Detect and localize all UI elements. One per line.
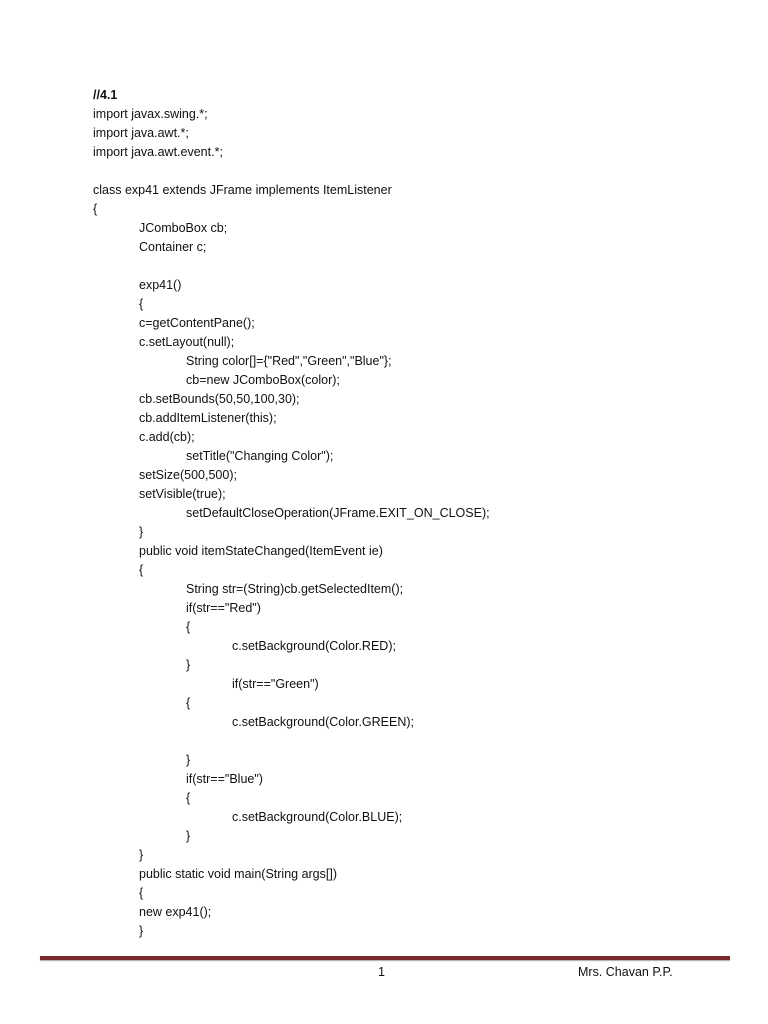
code-line-19: c.add(cb);: [139, 430, 195, 444]
page-number: 1: [378, 965, 385, 979]
code-line-43: {: [139, 886, 144, 900]
code-line-41: }: [139, 848, 144, 862]
code-line-33: {: [186, 696, 191, 710]
code-line-24: }: [139, 525, 144, 539]
code-line-13: c=getContentPane();: [139, 316, 255, 330]
code-line-31: }: [186, 658, 191, 672]
footer-divider: [40, 956, 730, 960]
code-line-29: {: [186, 620, 191, 634]
code-line-28: if(str=="Red"): [186, 601, 261, 615]
code-line-22: setVisible(true);: [139, 487, 226, 501]
code-line-15: String color[]={"Red","Green","Blue"};: [186, 354, 392, 368]
code-line-6: class exp41 extends JFrame implements ItemListener: [93, 183, 392, 197]
code-line-40: }: [186, 829, 191, 843]
code-line-25: public void itemStateChanged(ItemEvent ie): [139, 544, 383, 558]
code-line-38: {: [186, 791, 191, 805]
code-line-9: Container c;: [139, 240, 207, 254]
code-line-32: if(str=="Green"): [232, 677, 319, 691]
code-line-1: //4.1: [93, 88, 118, 102]
code-line-34: c.setBackground(Color.GREEN);: [232, 715, 415, 729]
code-line-26: {: [139, 563, 144, 577]
code-line-2: import javax.swing.*;: [93, 107, 208, 121]
code-line-4: import java.awt.event.*;: [93, 145, 223, 159]
code-line-14: c.setLayout(null);: [139, 335, 235, 349]
code-line-11: exp41(): [139, 278, 182, 292]
code-line-7: {: [93, 202, 98, 216]
code-line-21: setSize(500,500);: [139, 468, 237, 482]
code-line-42: public static void main(String args[]): [139, 867, 337, 881]
code-line-23: setDefaultCloseOperation(JFrame.EXIT_ON_CLOSE);: [186, 506, 490, 520]
code-line-36: }: [186, 753, 191, 767]
code-line-8: JComboBox cb;: [139, 221, 228, 235]
code-line-44: new exp41();: [139, 905, 212, 919]
code-line-16: cb=new JComboBox(color);: [186, 373, 340, 387]
code-line-39: c.setBackground(Color.BLUE);: [232, 810, 403, 824]
code-line-20: setTitle("Changing Color");: [186, 449, 334, 463]
code-line-12: {: [139, 297, 144, 311]
code-line-27: String str=(String)cb.getSelectedItem();: [186, 582, 404, 596]
footer-author: Mrs. Chavan P.P.: [578, 965, 673, 979]
code-line-30: c.setBackground(Color.RED);: [232, 639, 396, 653]
code-line-18: cb.addItemListener(this);: [139, 411, 277, 425]
code-line-37: if(str=="Blue"): [186, 772, 263, 786]
code-line-17: cb.setBounds(50,50,100,30);: [139, 392, 300, 406]
code-line-45: }: [139, 924, 144, 938]
code-line-3: import java.awt.*;: [93, 126, 189, 140]
